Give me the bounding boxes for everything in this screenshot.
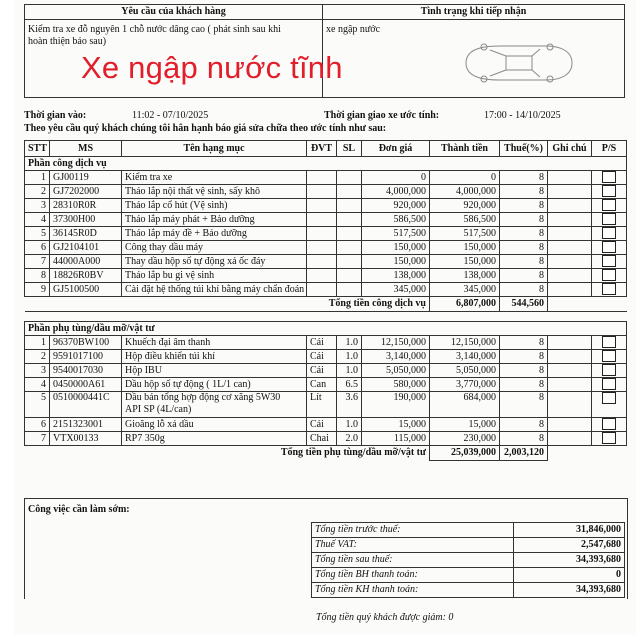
summary-label: Tổng tiền sau thuế: bbox=[312, 553, 514, 568]
ps-checkbox[interactable] bbox=[602, 336, 616, 348]
table-row bbox=[25, 392, 627, 418]
ps-checkbox[interactable] bbox=[602, 432, 616, 444]
cell-name: Tháo lắp cổ hút (Vệ sinh) bbox=[122, 199, 307, 213]
cell-unit-price: 150,000 bbox=[362, 255, 430, 269]
cell-name: Tháo lắp máy phát + Bảo dưỡng bbox=[122, 213, 307, 227]
cell-qty bbox=[337, 199, 362, 213]
cell-note bbox=[548, 336, 592, 350]
services-total-blank bbox=[548, 297, 627, 312]
table-row bbox=[25, 185, 627, 199]
cell-ps bbox=[592, 392, 627, 418]
cell-unit bbox=[307, 269, 337, 283]
col-ps: P/S bbox=[592, 141, 627, 157]
ps-checkbox[interactable] bbox=[602, 227, 616, 239]
cell-ps bbox=[592, 199, 627, 213]
cell-total: 517,500 bbox=[430, 227, 500, 241]
ps-checkbox[interactable] bbox=[602, 378, 616, 390]
cell-stt: 8 bbox=[25, 269, 50, 283]
services-total-tax: 544,560 bbox=[500, 297, 548, 312]
cell-qty bbox=[337, 255, 362, 269]
services-total-value: 6,807,000 bbox=[430, 297, 500, 312]
cell-ps bbox=[592, 241, 627, 255]
cell-tax: 8 bbox=[500, 378, 548, 392]
summary-value: 34,393,680 bbox=[514, 583, 625, 598]
cell-ms: 44000A000 bbox=[50, 255, 122, 269]
summary-label: Thuế VAT: bbox=[312, 538, 514, 553]
cell-tax: 8 bbox=[500, 350, 548, 364]
summary-label: Tổng tiền KH thanh toán: bbox=[312, 583, 514, 598]
cell-qty bbox=[337, 227, 362, 241]
table-row bbox=[25, 432, 627, 446]
cell-name: Hộp IBU bbox=[122, 364, 307, 378]
cell-total: 920,000 bbox=[430, 199, 500, 213]
cell-note bbox=[548, 255, 592, 269]
cell-tax: 8 bbox=[500, 199, 548, 213]
parts-section-row bbox=[25, 322, 627, 336]
cell-unit-price: 3,140,000 bbox=[362, 350, 430, 364]
cell-note bbox=[548, 269, 592, 283]
cell-tax: 8 bbox=[500, 364, 548, 378]
ps-checkbox[interactable] bbox=[602, 213, 616, 225]
cell-name: Thay dầu hộp số tự động xả ốc đáy bbox=[122, 255, 307, 269]
cell-total: 684,000 bbox=[430, 392, 500, 418]
cell-unit-price: 5,050,000 bbox=[362, 364, 430, 378]
cell-unit: Cái bbox=[307, 350, 337, 364]
cell-tax: 8 bbox=[500, 213, 548, 227]
services-total-label: Tổng tiền công dịch vụ bbox=[25, 297, 430, 312]
parts-total-blank bbox=[548, 446, 627, 461]
cell-name: Tháo lắp máy đề + Bảo dưỡng bbox=[122, 227, 307, 241]
cell-name: Khuếch đại âm thanh bbox=[122, 336, 307, 350]
cell-note bbox=[548, 213, 592, 227]
summary-row bbox=[312, 553, 625, 568]
table-row bbox=[25, 336, 627, 350]
cell-stt: 6 bbox=[25, 241, 50, 255]
cell-note bbox=[548, 418, 592, 432]
col-unit-price: Đơn giá bbox=[362, 141, 430, 157]
table-row bbox=[25, 213, 627, 227]
table-row bbox=[25, 364, 627, 378]
cell-ps bbox=[592, 378, 627, 392]
cell-ps bbox=[592, 255, 627, 269]
cell-unit: Cái bbox=[307, 364, 337, 378]
cell-unit bbox=[307, 241, 337, 255]
cell-qty: 6.5 bbox=[337, 378, 362, 392]
cell-note bbox=[548, 241, 592, 255]
cell-unit-price: 138,000 bbox=[362, 269, 430, 283]
cell-unit-price: 115,000 bbox=[362, 432, 430, 446]
table-row bbox=[25, 350, 627, 364]
overlay-annotation-text: Xe ngập nước tĩnh bbox=[81, 50, 343, 85]
col-tax: Thuế(%) bbox=[500, 141, 548, 157]
table-row bbox=[25, 269, 627, 283]
customer-request-title: Yêu cầu của khách hàng bbox=[25, 5, 323, 20]
ps-checkbox[interactable] bbox=[602, 283, 616, 295]
cell-name: Dầu hộp số tự động ( 1L/1 can) bbox=[122, 378, 307, 392]
cell-tax: 8 bbox=[500, 269, 548, 283]
cell-name-line-2: API SP (4L/can) bbox=[125, 404, 192, 415]
cell-ms: GJ00119 bbox=[50, 171, 122, 185]
cell-qty bbox=[337, 171, 362, 185]
ps-checkbox[interactable] bbox=[602, 185, 616, 197]
cell-unit-price: 12,150,000 bbox=[362, 336, 430, 350]
cell-name: Gioăng lỗ xả dầu bbox=[122, 418, 307, 432]
cell-unit bbox=[307, 213, 337, 227]
col-ms: MS bbox=[50, 141, 122, 157]
cell-qty: 2.0 bbox=[337, 432, 362, 446]
summary-value: 31,846,000 bbox=[514, 523, 625, 538]
cell-ms: VTX00133 bbox=[50, 432, 122, 446]
cell-total: 12,150,000 bbox=[430, 336, 500, 350]
cell-ms: 28310R0R bbox=[50, 199, 122, 213]
cell-ps bbox=[592, 364, 627, 378]
table-row bbox=[25, 418, 627, 432]
quotation-table bbox=[24, 140, 627, 461]
cell-name: RP7 350g bbox=[122, 432, 307, 446]
cell-qty bbox=[337, 185, 362, 199]
cell-qty: 1.0 bbox=[337, 418, 362, 432]
cell-ps bbox=[592, 336, 627, 350]
cell-qty bbox=[337, 283, 362, 297]
cell-note bbox=[548, 199, 592, 213]
table-row bbox=[25, 199, 627, 213]
summary-row bbox=[312, 538, 625, 553]
cell-stt: 7 bbox=[25, 255, 50, 269]
cell-unit bbox=[307, 185, 337, 199]
cell-ms: 18826R0BV bbox=[50, 269, 122, 283]
cell-ms: 0510000441C bbox=[50, 392, 122, 418]
cell-ms: 9591017100 bbox=[50, 350, 122, 364]
cell-unit bbox=[307, 255, 337, 269]
car-diagram-icon bbox=[460, 38, 578, 88]
cell-unit-price: 4,000,000 bbox=[362, 185, 430, 199]
cell-ms: GJ2104101 bbox=[50, 241, 122, 255]
cell-stt: 7 bbox=[25, 432, 50, 446]
cell-unit: Chai bbox=[307, 432, 337, 446]
cell-ms: 37300H00 bbox=[50, 213, 122, 227]
services-section-title: Phần công dịch vụ bbox=[25, 157, 627, 171]
col-note: Ghi chú bbox=[548, 141, 592, 157]
parts-rows bbox=[25, 336, 627, 446]
cell-unit: Can bbox=[307, 378, 337, 392]
cell-ms: GJ7202000 bbox=[50, 185, 122, 199]
parts-total-value: 25,039,000 bbox=[430, 446, 500, 461]
cell-qty: 1.0 bbox=[337, 364, 362, 378]
services-rows bbox=[25, 171, 627, 297]
cell-unit-price: 586,500 bbox=[362, 213, 430, 227]
cell-tax: 8 bbox=[500, 283, 548, 297]
cell-unit: Cái bbox=[307, 336, 337, 350]
cell-note bbox=[548, 432, 592, 446]
cell-stt: 6 bbox=[25, 418, 50, 432]
summary-row bbox=[312, 583, 625, 598]
cell-unit bbox=[307, 199, 337, 213]
cell-qty: 1.0 bbox=[337, 350, 362, 364]
cell-note bbox=[548, 283, 592, 297]
cell-qty bbox=[337, 241, 362, 255]
cell-total: 230,000 bbox=[430, 432, 500, 446]
cell-unit-price: 150,000 bbox=[362, 241, 430, 255]
cell-total: 150,000 bbox=[430, 241, 500, 255]
cell-ps bbox=[592, 213, 627, 227]
cell-ps bbox=[592, 432, 627, 446]
cell-stt: 2 bbox=[25, 350, 50, 364]
cell-qty: 1.0 bbox=[337, 336, 362, 350]
summary-table bbox=[311, 522, 625, 598]
parts-total-tax: 2,003,120 bbox=[500, 446, 548, 461]
cell-name: Tháo lắp nội thất vệ sinh, sấy khô bbox=[122, 185, 307, 199]
vehicle-status-text: xe ngập nước bbox=[326, 24, 381, 35]
cell-unit-price: 15,000 bbox=[362, 418, 430, 432]
cell-total: 4,000,000 bbox=[430, 185, 500, 199]
services-total-row bbox=[25, 297, 627, 312]
time-out-label: Thời gian giao xe ước tính: bbox=[324, 110, 440, 121]
ps-checkbox[interactable] bbox=[602, 241, 616, 253]
col-name: Tên hạng mục bbox=[122, 141, 307, 157]
cell-tax: 8 bbox=[500, 185, 548, 199]
cell-unit-price: 580,000 bbox=[362, 378, 430, 392]
table-row bbox=[25, 378, 627, 392]
table-row bbox=[25, 255, 627, 269]
cell-note bbox=[548, 227, 592, 241]
cell-unit bbox=[307, 283, 337, 297]
ps-checkbox[interactable] bbox=[602, 392, 616, 404]
cell-unit-price: 345,000 bbox=[362, 283, 430, 297]
parts-total-row bbox=[25, 446, 627, 461]
cell-qty bbox=[337, 269, 362, 283]
cell-total: 138,000 bbox=[430, 269, 500, 283]
summary-value: 34,393,680 bbox=[514, 553, 625, 568]
cell-note bbox=[548, 378, 592, 392]
upcoming-work-label: Công việc cần làm sớm: bbox=[28, 504, 130, 515]
cell-name: Cài đặt hệ thống túi khí bằng máy chẩn đoán bbox=[122, 283, 307, 297]
section-gap bbox=[25, 312, 627, 322]
vehicle-status-title: Tình trạng khi tiếp nhận bbox=[323, 5, 625, 20]
cell-qty bbox=[337, 213, 362, 227]
cell-stt: 4 bbox=[25, 213, 50, 227]
cell-name: Tháo lắp bu gi vệ sinh bbox=[122, 269, 307, 283]
table-header-row bbox=[25, 141, 627, 157]
cell-name: Công thay dầu máy bbox=[122, 241, 307, 255]
ps-checkbox[interactable] bbox=[602, 255, 616, 267]
cell-stt: 2 bbox=[25, 185, 50, 199]
cell-total: 345,000 bbox=[430, 283, 500, 297]
cell-ms: 36145R0D bbox=[50, 227, 122, 241]
cell-unit: Cái bbox=[307, 418, 337, 432]
col-total: Thành tiền bbox=[430, 141, 500, 157]
cell-stt: 3 bbox=[25, 364, 50, 378]
cell-total: 15,000 bbox=[430, 418, 500, 432]
cell-ms: 9540017030 bbox=[50, 364, 122, 378]
ps-checkbox[interactable] bbox=[602, 199, 616, 211]
cell-total: 5,050,000 bbox=[430, 364, 500, 378]
parts-section-title: Phần phụ tùng/dầu mỡ/vật tư bbox=[25, 322, 627, 336]
cell-ps bbox=[592, 227, 627, 241]
cell-unit bbox=[307, 171, 337, 185]
summary-label: Tổng tiền trước thuế: bbox=[312, 523, 514, 538]
cell-unit: Lít bbox=[307, 392, 337, 418]
cell-name: Kiểm tra xe bbox=[122, 171, 307, 185]
time-in-label: Thời gian vào: bbox=[24, 110, 87, 121]
summary-row bbox=[312, 568, 625, 583]
parts-total-label: Tổng tiền phụ tùng/dầu mỡ/vật tư bbox=[25, 446, 430, 461]
table-row bbox=[25, 171, 627, 185]
cell-ps bbox=[592, 418, 627, 432]
cell-unit-price: 0 bbox=[362, 171, 430, 185]
cell-stt: 9 bbox=[25, 283, 50, 297]
cell-note bbox=[548, 392, 592, 418]
cell-ps bbox=[592, 185, 627, 199]
cell-stt: 4 bbox=[25, 378, 50, 392]
cell-tax: 8 bbox=[500, 392, 548, 418]
cell-stt: 3 bbox=[25, 199, 50, 213]
summary-value: 2,547,680 bbox=[514, 538, 625, 553]
table-row bbox=[25, 283, 627, 297]
cell-ms: 0450000A61 bbox=[50, 378, 122, 392]
summary-row bbox=[312, 523, 625, 538]
cell-note bbox=[548, 171, 592, 185]
cell-name bbox=[122, 392, 307, 418]
cell-ms: 96370BW100 bbox=[50, 336, 122, 350]
cell-total: 150,000 bbox=[430, 255, 500, 269]
customer-request-text-2: hoàn thiện báo sau) bbox=[28, 36, 107, 47]
cell-total: 3,140,000 bbox=[430, 350, 500, 364]
col-unit: ĐVT bbox=[307, 141, 337, 157]
cell-total: 3,770,000 bbox=[430, 378, 500, 392]
cell-ps bbox=[592, 283, 627, 297]
cell-tax: 8 bbox=[500, 418, 548, 432]
table-row bbox=[25, 227, 627, 241]
time-in-value: 11:02 - 07/10/2025 bbox=[132, 110, 209, 121]
cell-tax: 8 bbox=[500, 227, 548, 241]
table-row bbox=[25, 241, 627, 255]
cell-note bbox=[548, 350, 592, 364]
cell-name-line-1: Dầu bán tổng hợp động cơ xăng 5W30 bbox=[125, 392, 281, 403]
ps-checkbox[interactable] bbox=[602, 364, 616, 376]
cell-tax: 8 bbox=[500, 336, 548, 350]
cell-unit-price: 190,000 bbox=[362, 392, 430, 418]
discount-text: Tổng tiền quý khách được giảm: 0 bbox=[316, 612, 454, 623]
ps-checkbox[interactable] bbox=[602, 418, 616, 430]
cell-ps bbox=[592, 350, 627, 364]
customer-request-text: Kiểm tra xe đỗ nguyên 1 chỗ nước dâng cao ( phát sinh sau khi bbox=[28, 24, 281, 35]
cell-tax: 8 bbox=[500, 432, 548, 446]
cell-total: 586,500 bbox=[430, 213, 500, 227]
cell-stt: 5 bbox=[25, 227, 50, 241]
cell-tax: 8 bbox=[500, 241, 548, 255]
cell-stt: 5 bbox=[25, 392, 50, 418]
ps-checkbox[interactable] bbox=[602, 350, 616, 362]
cell-tax: 8 bbox=[500, 255, 548, 269]
cell-ps bbox=[592, 269, 627, 283]
cell-note bbox=[548, 364, 592, 378]
cell-unit-price: 920,000 bbox=[362, 199, 430, 213]
ps-checkbox[interactable] bbox=[602, 171, 616, 183]
summary-value: 0 bbox=[514, 568, 625, 583]
quotation-document bbox=[14, 0, 636, 635]
services-section-row bbox=[25, 157, 627, 171]
cell-name: Hộp điều khiển túi khí bbox=[122, 350, 307, 364]
cell-ms: 2151323001 bbox=[50, 418, 122, 432]
cell-stt: 1 bbox=[25, 336, 50, 350]
cell-tax: 8 bbox=[500, 171, 548, 185]
cell-unit-price: 517,500 bbox=[362, 227, 430, 241]
cell-stt: 1 bbox=[25, 171, 50, 185]
col-qty: SL bbox=[337, 141, 362, 157]
cell-note bbox=[548, 185, 592, 199]
col-stt: STT bbox=[25, 141, 50, 157]
time-out-value: 17:00 - 14/10/2025 bbox=[484, 110, 561, 121]
cell-total: 0 bbox=[430, 171, 500, 185]
cell-unit bbox=[307, 227, 337, 241]
quotation-intro: Theo yêu cầu quý khách chúng tôi hân hạnh báo giá sửa chữa theo ước tính như sau: bbox=[24, 123, 387, 134]
cell-qty: 3.6 bbox=[337, 392, 362, 418]
cell-ps bbox=[592, 171, 627, 185]
cell-ms: GJ5100500 bbox=[50, 283, 122, 297]
summary-label: Tổng tiền BH thanh toán: bbox=[312, 568, 514, 583]
ps-checkbox[interactable] bbox=[602, 269, 616, 281]
